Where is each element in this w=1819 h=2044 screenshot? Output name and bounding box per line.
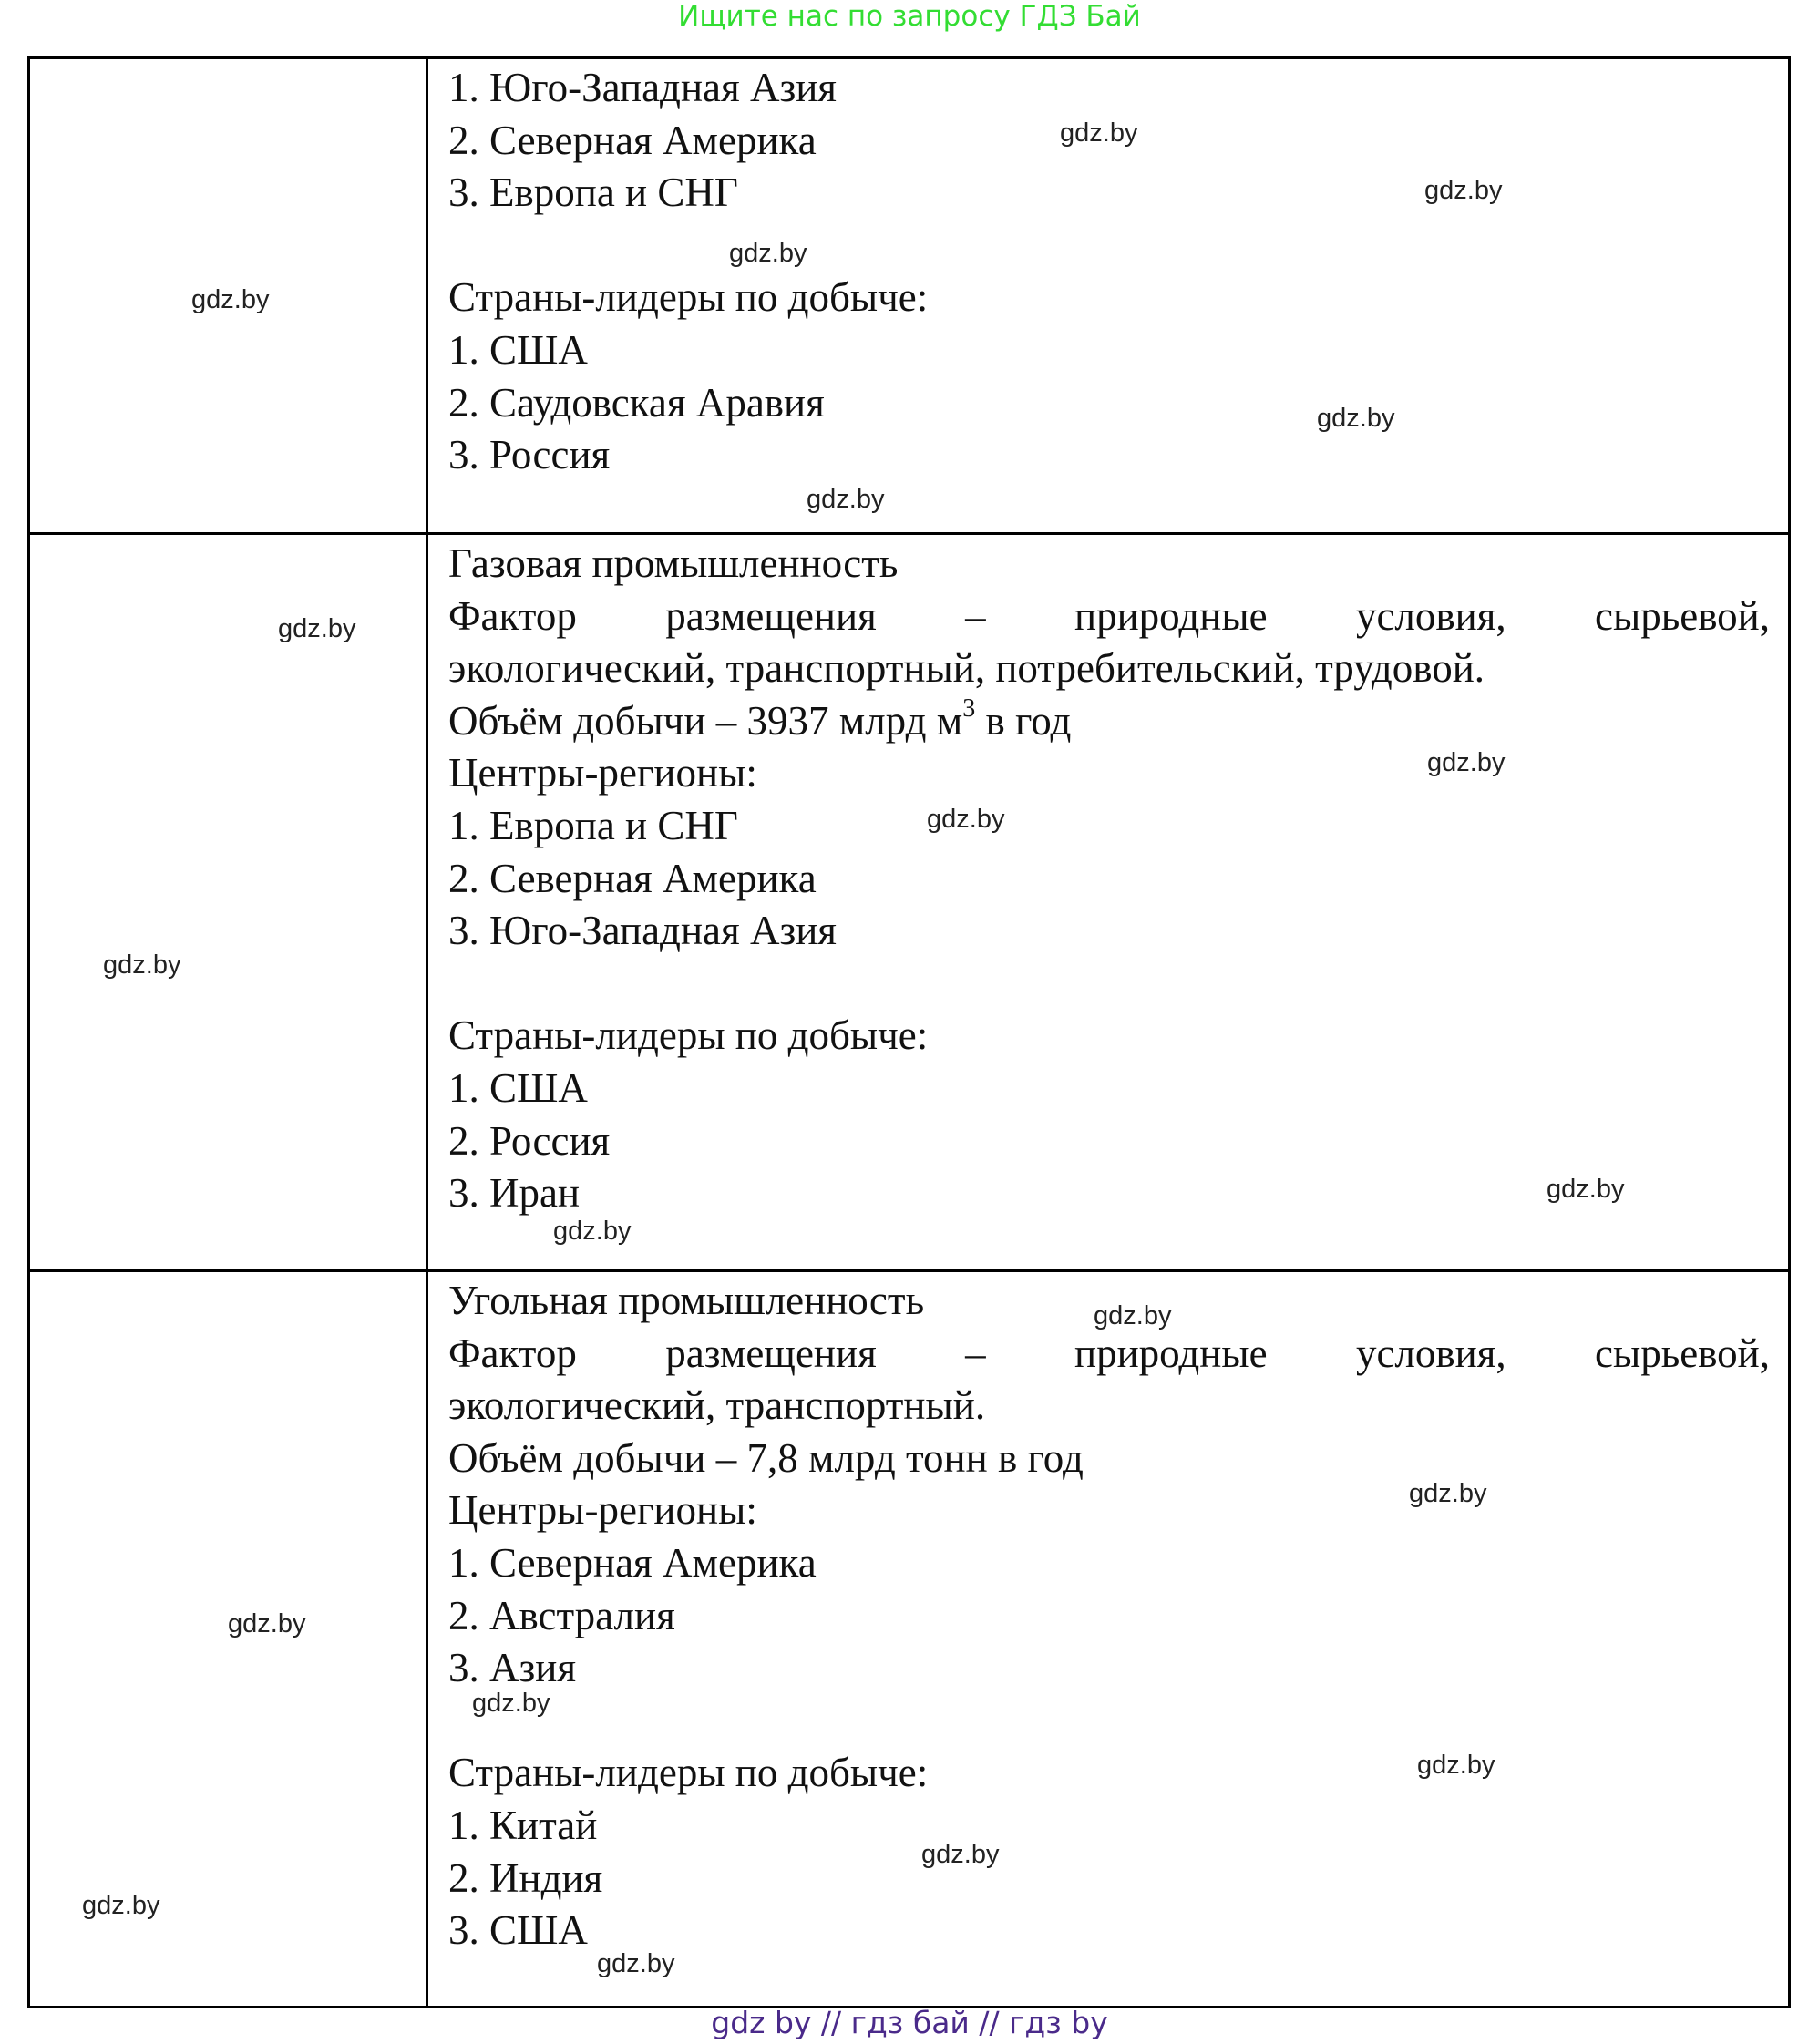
watermark: gdz.by	[278, 614, 356, 643]
center-item: 2. Северная Америка	[448, 855, 817, 901]
center-item: 3. Азия	[448, 1645, 577, 1691]
leaders-label: Страны-лидеры по добыче:	[448, 1750, 929, 1796]
table-column-divider	[426, 56, 428, 2008]
footer-banner: gdz by // гдз бай // гдз by	[711, 2005, 1108, 2040]
center-item: 2. Северная Америка	[448, 117, 817, 163]
header-banner: Ищите нас по запросу ГДЗ Бай	[678, 0, 1141, 33]
factor-text: Фактор размещения – природные условия, сырьевой,	[448, 1330, 1770, 1376]
leader-item: 2. Индия	[448, 1854, 603, 1901]
table-row-coal	[448, 1275, 1770, 1957]
volume-exponent: 3	[962, 693, 976, 723]
center-item: 1. Северная Америка	[448, 1539, 817, 1586]
leader-item: 1. Китай	[448, 1802, 598, 1848]
volume-prefix: Объём добычи – 3937 млрд м	[448, 697, 963, 744]
spacer	[448, 1695, 1770, 1748]
centers-label: Центры-регионы:	[448, 1487, 757, 1534]
center-item: 1. Юго-Западная Азия	[448, 65, 838, 110]
leaders-label: Страны-лидеры по добыче:	[448, 274, 929, 321]
leader-item: 3. Россия	[448, 432, 611, 478]
factor-text: экологический, транспортный.	[448, 1382, 986, 1429]
watermark: gdz.by	[1424, 176, 1503, 205]
spacer	[448, 220, 1770, 272]
watermark: gdz.by	[1417, 1751, 1495, 1780]
volume-text	[448, 695, 1770, 748]
industry-title: Газовая промышленность	[448, 540, 899, 586]
center-item: 3. Европа и СНГ	[448, 169, 738, 216]
volume-suffix: в год	[975, 697, 1072, 744]
center-item: 3. Юго-Западная Азия	[448, 908, 838, 954]
watermark: gdz.by	[191, 285, 270, 314]
center-item: 2. Австралия	[448, 1592, 675, 1638]
center-item: 1. Европа и СНГ	[448, 802, 738, 848]
watermark: gdz.by	[1094, 1301, 1172, 1330]
table-row-divider	[27, 532, 1791, 535]
volume-text: Объём добычи – 7,8 млрд тонн в год	[448, 1434, 1084, 1481]
watermark: gdz.by	[1547, 1175, 1625, 1204]
watermark: gdz.by	[553, 1217, 632, 1246]
watermark: gdz.by	[729, 239, 807, 268]
watermark: gdz.by	[1060, 118, 1138, 148]
factor-text: экологический, транспортный, потребительский, трудовой.	[448, 645, 1485, 692]
table-row-divider	[27, 1269, 1791, 1272]
leader-item: 2. Россия	[448, 1117, 611, 1164]
spacer	[448, 958, 1770, 1011]
leader-item: 1. США	[448, 326, 588, 373]
leader-item: 3. Иран	[448, 1170, 581, 1217]
watermark: gdz.by	[597, 1949, 675, 1978]
watermark: gdz.by	[228, 1609, 306, 1638]
watermark: gdz.by	[927, 805, 1005, 834]
watermark: gdz.by	[472, 1689, 550, 1718]
watermark: gdz.by	[1427, 748, 1506, 777]
watermark: gdz.by	[807, 485, 885, 514]
leader-item: 2. Саудовская Аравия	[448, 379, 825, 426]
centers-label: Центры-регионы:	[448, 750, 757, 796]
leader-item: 3. США	[448, 1907, 588, 1954]
watermark: gdz.by	[1317, 404, 1395, 433]
factor-text: Фактор размещения – природные условия, сырьевой,	[448, 592, 1770, 639]
industry-title: Угольная промышленность	[448, 1278, 925, 1323]
table-row-gas	[448, 538, 1770, 1220]
watermark: gdz.by	[82, 1891, 160, 1920]
watermark: gdz.by	[103, 950, 181, 980]
leaders-label: Страны-лидеры по добыче:	[448, 1012, 929, 1059]
watermark: gdz.by	[1409, 1479, 1487, 1508]
watermark: gdz.by	[921, 1840, 1000, 1869]
leader-item: 1. США	[448, 1064, 588, 1111]
